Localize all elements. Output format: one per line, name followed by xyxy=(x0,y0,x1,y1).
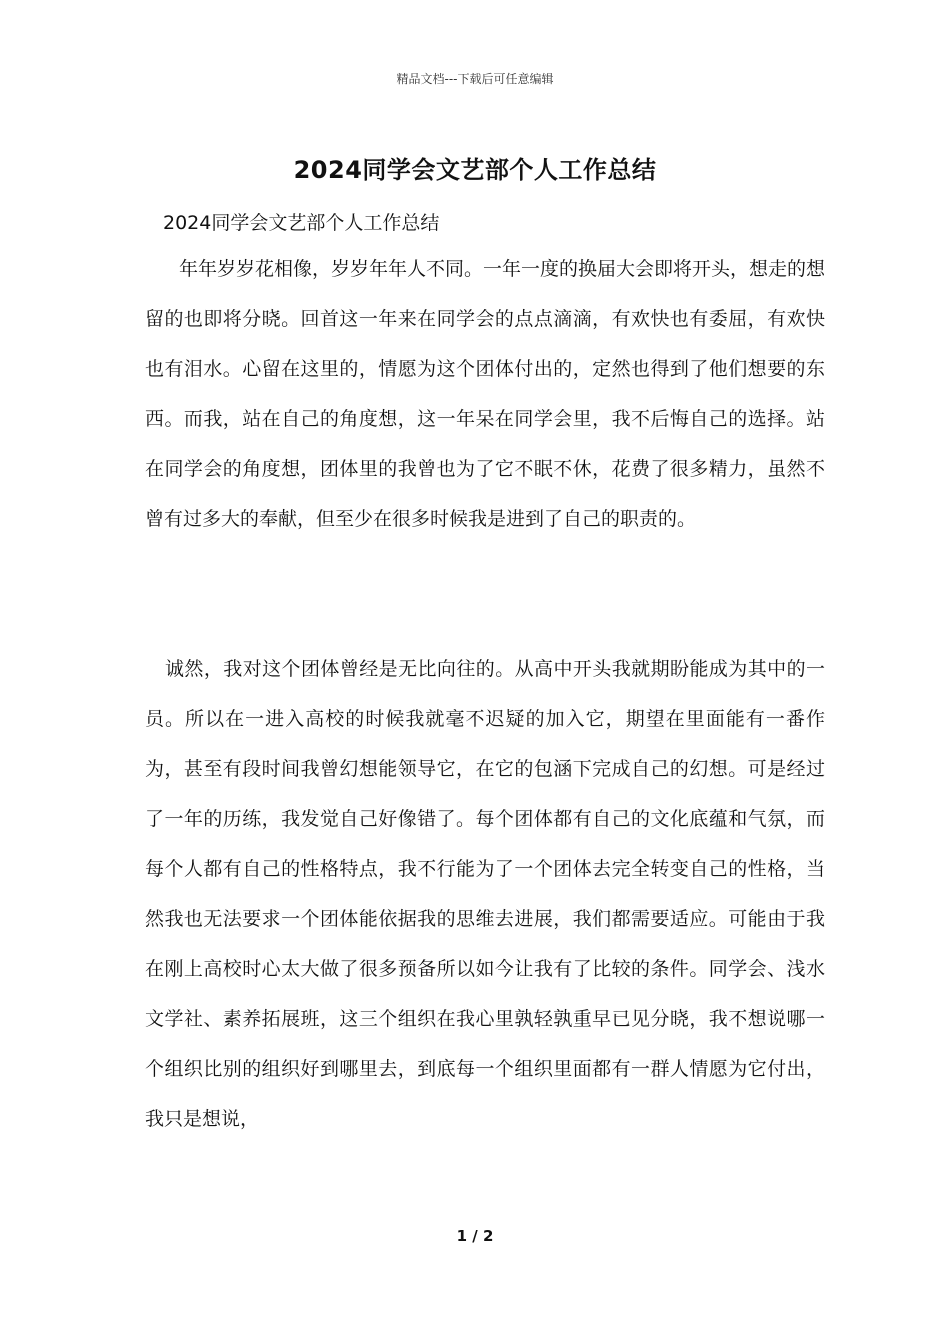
paragraph-2: 诚然，我对这个团体曾经是无比向往的。从高中开头我就期盼能成为其中的一员。所以在一进入高校的时候我就毫不迟疑的加入它，期望在里面能有一番作为，甚至有段时间我曾幻想能领导它，在它的包涵下完成自己的幻想。可是经过了一年的历练，我发觉自己好像错了。每个团体都有自己的文化底蕴和气氛，而每个人都有自己的性格特点，我不行能为了一个团体去完全转变自己的性格，当然我也无法要求一个团体能依据我的思维去进展，我们都需要适应。可能由于我在刚上高校时心太大做了很多预备所以如今让我有了比较的条件。同学会、浅水文学社、素养拓展班，这三个组织在我心里孰轻孰重早已见分晓，我不想说哪一个组织比别的组织好到哪里去，到底每一个组织里面都有一群人情愿为它付出，我只是想说， xyxy=(145,658,825,1130)
paragraph-1: 年年岁岁花相像，岁岁年年人不同。一年一度的换届大会即将开头，想走的想留的也即将分晓。回首这一年来在同学会的点点滴滴，有欢快也有委屈，有欢快 也有泪水。心留在这里的，情愿为这个团体付出的，定然也得到了他们想要的东西。而我，站在自己的角度想，这一年呆在同学会里，我不后悔自己的选择。站在同学会的角度想，团体里的我曾也为了它不眠不休，花费了很多精力，虽然不曾有过多大的奉献，但至少在很多时候我是进到了自己的职责的。 xyxy=(145,258,826,530)
document-subtitle: 2024同学会文艺部个人工作总结 xyxy=(163,212,440,234)
header-note: 精品文档---下载后可任意编辑 xyxy=(396,72,554,86)
page-number: 1 / 2 xyxy=(456,1227,494,1245)
document-title: 2024同学会文艺部个人工作总结 xyxy=(293,156,657,184)
